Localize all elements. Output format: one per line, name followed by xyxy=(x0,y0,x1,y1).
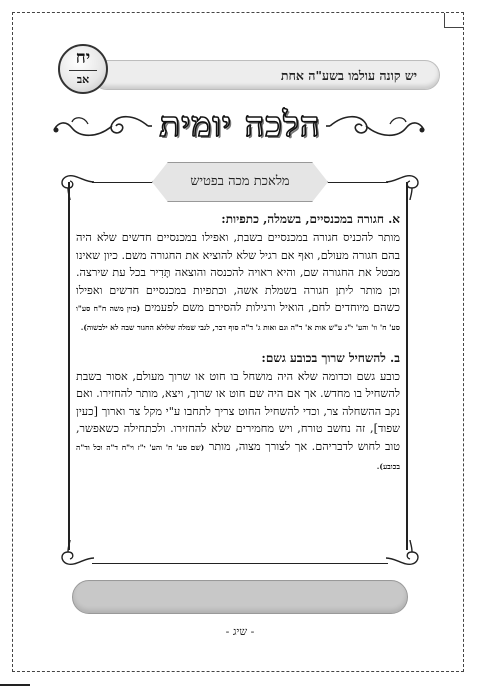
header-text: יש קונה עולמו בשע"ה אחת xyxy=(280,68,417,83)
corner-flourish-bottom-left-icon xyxy=(56,540,96,570)
section-b-text: כובע גשם וכדומה שלא היה מושחל בו חוט או שרוך מעולם, אסור בשבת להשחיל בו מחדש. אך אם היה שם חוט או שרוך, ויצא, מותר להחזירו. ואם נקב ההשחלה צר, וכדי להשחיל החוט צריך לתחבו ע"י מקל צר וארוך [כעין שפוד], זה נחשב טורח, ויש מחמירים שלא להחזירו. ולכתחילה כשאפשר, טוב לחוש לדבריהם. אך לצורך מצוה, מותר xyxy=(76,369,400,453)
header-banner xyxy=(92,60,440,90)
section-b-source: (שם סע' ח' והע' י"ז וי"ח ד"ה וכל וד"ה בכובע). xyxy=(76,442,400,471)
section-a-text: מותר להכניס חגורה במכנסיים בשבת, ואפילו במכנסיים חדשים שלא היה בהם חגורה מעולם, ואף אם רגיל שלא להוציא את החגורה משם. כיון שאינו מבטל את החגורה שם, והיא ראויה להכנסה והוצאה תָּדִיר בכל עת שירצה. וכן מותר ליתן חגורה בשמלת אשה, וכתפיות במכנסיים חדשים ואפילו כשהם מיוחדים לחם, הואיל ורגילות להסירם משם לפעמים xyxy=(76,231,400,315)
frame-top-rule-left xyxy=(92,182,152,183)
corner-tab xyxy=(444,13,463,28)
corner-flourish-top-right-icon xyxy=(384,170,424,200)
page-number: - שיג - xyxy=(225,625,255,638)
badge-day: יח xyxy=(75,48,91,68)
title-ornament-left-icon xyxy=(48,108,152,144)
section-a-source: (כזין משה ח"ח סע"ו סע' ח' וו' והע' י"ג ע"ש אות א' ד"ה וגם ואות ג' ד"ה סוף דבר, לגבי שמלה שלולא החגור שבה לא ילבשוה). xyxy=(76,304,400,332)
section-b-heading: ב. להשחיל שרוך בכובע גשם: xyxy=(261,350,400,365)
badge-month: אב xyxy=(76,73,90,86)
badge-divider xyxy=(69,70,97,71)
section-b-body xyxy=(76,368,400,476)
section-a-heading: א. חגורה במכנסיים, בשמלה, כתפיות: xyxy=(221,212,400,226)
date-badge xyxy=(58,44,108,94)
title-ornament-right-icon xyxy=(326,108,430,144)
frame-bottom-rule xyxy=(92,563,388,564)
halacha-text xyxy=(76,210,400,475)
frame-top-rule-right xyxy=(328,182,388,183)
section-title: מלאכת מכה בפטיש xyxy=(190,174,290,189)
corner-flourish-bottom-right-icon xyxy=(384,540,424,570)
section-a-body xyxy=(76,229,400,337)
corner-flourish-top-left-icon xyxy=(56,170,96,200)
main-title: הלכה יומית xyxy=(159,105,321,145)
footer-banner xyxy=(72,580,408,614)
